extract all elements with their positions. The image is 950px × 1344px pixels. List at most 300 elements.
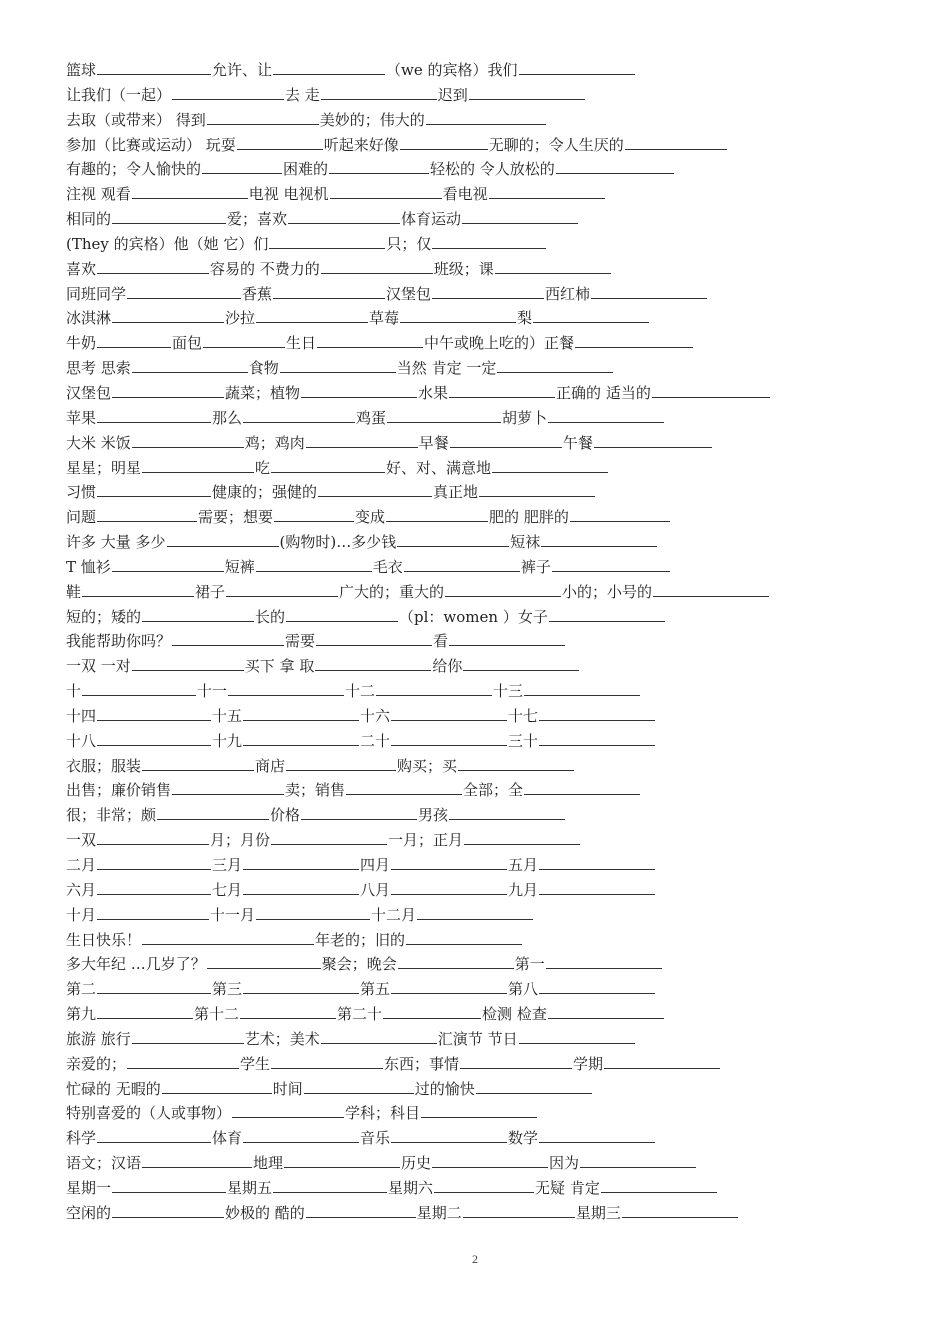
- answer-blank[interactable]: [97, 893, 211, 895]
- answer-blank[interactable]: [207, 123, 319, 125]
- vocab-prompt: 十八: [66, 731, 97, 750]
- vocab-prompt: 很；非常；颇: [66, 806, 157, 825]
- vocab-prompt: 价格: [270, 806, 301, 825]
- answer-blank[interactable]: [329, 172, 429, 174]
- answer-blank[interactable]: [167, 545, 279, 547]
- answer-blank[interactable]: [273, 297, 385, 299]
- answer-blank[interactable]: [203, 346, 285, 348]
- answer-blank[interactable]: [406, 943, 522, 945]
- answer-blank[interactable]: [243, 744, 359, 746]
- vocab-line: [66, 356, 886, 381]
- answer-blank[interactable]: [82, 694, 196, 696]
- answer-blank[interactable]: [449, 396, 555, 398]
- vocab-prompt: 好、对、满意地: [386, 458, 492, 477]
- answer-blank[interactable]: [489, 197, 605, 199]
- answer-blank[interactable]: [495, 272, 611, 274]
- answer-blank[interactable]: [237, 148, 323, 150]
- answer-blank[interactable]: [132, 1042, 244, 1044]
- answer-blank[interactable]: [421, 1116, 537, 1118]
- vocab-prompt: 十七: [508, 706, 539, 725]
- vocab-line: [66, 1176, 886, 1201]
- vocab-prompt: 胡萝卜: [502, 408, 548, 427]
- answer-blank[interactable]: [426, 123, 546, 125]
- answer-blank[interactable]: [243, 992, 359, 994]
- answer-blank[interactable]: [570, 520, 670, 522]
- vocab-line: [66, 828, 886, 853]
- answer-blank[interactable]: [391, 719, 507, 721]
- answer-blank[interactable]: [207, 967, 321, 969]
- vocab-prompt: 食物: [248, 359, 279, 378]
- answer-blank[interactable]: [97, 868, 211, 870]
- answer-blank[interactable]: [460, 1067, 572, 1069]
- answer-blank[interactable]: [548, 421, 664, 423]
- answer-blank[interactable]: [269, 247, 385, 249]
- vocab-prompt: 忙碌的 无暇的: [66, 1079, 161, 1098]
- answer-blank[interactable]: [112, 570, 224, 572]
- vocab-prompt: 香蕉: [242, 284, 273, 303]
- vocab-prompt: 梨: [517, 309, 533, 328]
- answer-blank[interactable]: [497, 371, 613, 373]
- answer-blank[interactable]: [548, 1017, 664, 1019]
- vocab-line: [66, 306, 886, 331]
- vocab-line: [66, 704, 886, 729]
- answer-blank[interactable]: [391, 744, 507, 746]
- vocab-line: [66, 157, 886, 182]
- vocab-prompt: 牛奶: [66, 334, 97, 353]
- vocab-prompt: 妙极的 酷的: [225, 1203, 305, 1222]
- answer-blank[interactable]: [519, 1042, 635, 1044]
- answer-blank[interactable]: [240, 1017, 336, 1019]
- vocab-prompt: 空闲的: [66, 1203, 112, 1222]
- answer-blank[interactable]: [391, 1141, 507, 1143]
- vocab-prompt: 四月: [360, 856, 391, 874]
- vocab-prompt: 学期: [573, 1054, 604, 1073]
- vocab-prompt: 汉堡包: [66, 383, 112, 402]
- vocab-prompt: 学科；科目: [345, 1104, 421, 1123]
- vocab-prompt: 旅游 旅行: [66, 1029, 131, 1048]
- vocab-prompt: 轻松的 令人放松的: [430, 160, 555, 179]
- vocab-prompt: 三十: [508, 731, 539, 750]
- vocab-prompt: 短的；矮的: [66, 607, 142, 626]
- vocab-prompt: 电视 电视机: [248, 185, 329, 204]
- vocab-prompt: 蔬菜；植物: [225, 383, 301, 402]
- vocab-line: [66, 754, 886, 779]
- answer-blank[interactable]: [450, 446, 562, 448]
- vocab-prompt: 篮球: [66, 61, 97, 79]
- vocab-prompt: 那么: [212, 408, 243, 427]
- answer-blank[interactable]: [301, 818, 417, 820]
- answer-blank[interactable]: [112, 396, 224, 398]
- vocab-prompt: 允许、让: [212, 61, 273, 79]
- vocab-prompt: 星期三: [575, 1203, 621, 1222]
- vocab-prompt: 给你: [432, 657, 463, 676]
- vocab-prompt: 艺术；美术: [244, 1029, 320, 1048]
- vocab-line: [66, 406, 886, 431]
- answer-blank[interactable]: [306, 446, 418, 448]
- vocab-prompt: 裙子: [195, 582, 226, 601]
- answer-blank[interactable]: [580, 1166, 696, 1168]
- answer-blank[interactable]: [316, 644, 432, 646]
- vocab-prompt: 第二: [66, 980, 97, 999]
- answer-blank[interactable]: [271, 471, 385, 473]
- vocab-line: [66, 257, 886, 282]
- answer-blank[interactable]: [127, 1067, 239, 1069]
- vocab-line: [66, 58, 886, 83]
- vocab-line: [66, 1002, 886, 1027]
- vocab-prompt: 商店: [255, 756, 286, 775]
- answer-blank[interactable]: [376, 694, 492, 696]
- answer-blank[interactable]: [591, 297, 707, 299]
- answer-blank[interactable]: [273, 1191, 387, 1193]
- answer-blank[interactable]: [286, 620, 398, 622]
- vocab-prompt: 多大年纪 …几岁了？: [66, 955, 206, 974]
- vocab-prompt: (购物时)…多少钱: [279, 533, 397, 552]
- answer-blank[interactable]: [383, 1017, 481, 1019]
- answer-blank[interactable]: [434, 1191, 534, 1193]
- vocab-prompt: 男孩: [418, 806, 449, 825]
- vocab-prompt: 冰淇淋: [66, 309, 112, 328]
- answer-blank[interactable]: [386, 520, 488, 522]
- vocab-line: [66, 1077, 886, 1102]
- answer-blank[interactable]: [533, 321, 649, 323]
- answer-blank[interactable]: [346, 793, 462, 795]
- answer-blank[interactable]: [397, 545, 509, 547]
- answer-blank[interactable]: [404, 570, 520, 572]
- vocab-line: [66, 952, 886, 977]
- answer-blank[interactable]: [575, 346, 693, 348]
- vocab-line: [66, 1151, 886, 1176]
- answer-blank[interactable]: [273, 73, 385, 75]
- answer-blank[interactable]: [552, 570, 670, 572]
- answer-blank[interactable]: [162, 1092, 272, 1094]
- answer-blank[interactable]: [284, 1166, 400, 1168]
- answer-blank[interactable]: [492, 471, 608, 473]
- answer-blank[interactable]: [321, 1042, 437, 1044]
- answer-blank[interactable]: [387, 421, 501, 423]
- answer-blank[interactable]: [304, 1092, 414, 1094]
- vocab-line: [66, 282, 886, 307]
- vocab-prompt: 亲爱的；: [66, 1054, 127, 1073]
- answer-blank[interactable]: [539, 744, 655, 746]
- answer-blank[interactable]: [463, 669, 579, 671]
- vocab-line: [66, 629, 886, 654]
- answer-blank[interactable]: [417, 918, 533, 920]
- vocab-prompt: 健康的；强健的: [212, 483, 318, 502]
- answer-blank[interactable]: [622, 1216, 738, 1218]
- vocab-prompt: 喜欢: [66, 259, 97, 278]
- vocab-prompt: 西红柿: [545, 284, 591, 303]
- answer-blank[interactable]: [243, 893, 359, 895]
- answer-blank[interactable]: [202, 172, 282, 174]
- vocab-prompt: 检测 检查: [482, 1005, 547, 1024]
- answer-blank[interactable]: [652, 396, 770, 398]
- answer-blank[interactable]: [243, 868, 359, 870]
- vocab-line: [66, 182, 886, 207]
- vocab-prompt: 第九: [66, 1005, 97, 1024]
- answer-blank[interactable]: [271, 843, 387, 845]
- answer-blank[interactable]: [539, 992, 655, 994]
- answer-blank[interactable]: [479, 495, 595, 497]
- vocab-prompt: 月；月份: [210, 831, 271, 850]
- answer-blank[interactable]: [524, 793, 640, 795]
- answer-blank[interactable]: [463, 1216, 575, 1218]
- vocab-prompt: 容易的 不费力的: [210, 259, 320, 278]
- answer-blank[interactable]: [97, 520, 197, 522]
- vocab-prompt: 星星；明星: [66, 458, 142, 477]
- answer-blank[interactable]: [142, 769, 254, 771]
- answer-blank[interactable]: [256, 570, 372, 572]
- vocab-prompt: 十一: [197, 682, 228, 701]
- vocab-prompt: 我能帮助你吗？: [66, 632, 172, 651]
- vocab-line: [66, 977, 886, 1002]
- vocab-line: [66, 108, 886, 133]
- vocab-prompt: 星期一: [66, 1178, 112, 1197]
- answer-blank[interactable]: [306, 1216, 416, 1218]
- vocab-prompt: 七月: [212, 880, 243, 899]
- vocab-prompt: 相同的: [66, 210, 112, 229]
- vocab-prompt: 时间: [272, 1079, 303, 1098]
- answer-blank[interactable]: [97, 1017, 193, 1019]
- answer-blank[interactable]: [469, 98, 585, 100]
- vocab-prompt: 十月: [66, 905, 97, 924]
- vocab-line: [66, 580, 886, 605]
- answer-blank[interactable]: [97, 744, 211, 746]
- vocab-line: [66, 1201, 886, 1226]
- answer-blank[interactable]: [317, 346, 423, 348]
- vocab-prompt: 困难的: [283, 160, 329, 179]
- vocab-prompt: 八月: [360, 880, 391, 899]
- vocab-prompt: 地理: [253, 1154, 284, 1173]
- vocab-prompt: 美妙的；伟大的: [319, 110, 425, 129]
- answer-blank[interactable]: [112, 1191, 226, 1193]
- answer-blank[interactable]: [172, 98, 284, 100]
- answer-blank[interactable]: [458, 769, 574, 771]
- vocab-prompt: 真正地: [433, 483, 479, 502]
- answer-blank[interactable]: [391, 893, 507, 895]
- answer-blank[interactable]: [132, 669, 244, 671]
- vocab-prompt: 需要: [285, 632, 316, 651]
- answer-blank[interactable]: [432, 247, 546, 249]
- vocab-line: [66, 928, 886, 953]
- answer-blank[interactable]: [449, 644, 565, 646]
- vocab-prompt: 十一月: [210, 905, 256, 924]
- answer-blank[interactable]: [318, 495, 432, 497]
- answer-blank[interactable]: [625, 148, 727, 150]
- answer-blank[interactable]: [243, 719, 359, 721]
- vocab-prompt: 数学: [508, 1129, 539, 1148]
- page-number: 2: [472, 1252, 478, 1266]
- answer-blank[interactable]: [556, 172, 674, 174]
- answer-blank[interactable]: [82, 595, 194, 597]
- vocab-prompt: 只；仅: [386, 234, 432, 253]
- answer-blank[interactable]: [97, 346, 171, 348]
- vocab-prompt: （we 的宾格）我们: [386, 61, 518, 79]
- vocab-prompt: 一月；正月: [388, 831, 464, 850]
- vocab-prompt: 十三: [493, 682, 524, 701]
- answer-blank[interactable]: [398, 967, 514, 969]
- answer-blank[interactable]: [400, 321, 516, 323]
- vocab-prompt: 特别喜爱的（人或事物）: [66, 1104, 232, 1123]
- vocab-prompt: 参加（比赛或运动） 玩耍: [66, 135, 236, 154]
- answer-blank[interactable]: [97, 73, 211, 75]
- answer-blank[interactable]: [97, 421, 211, 423]
- vocab-prompt: 体育: [212, 1129, 243, 1148]
- answer-blank[interactable]: [330, 197, 442, 199]
- answer-blank[interactable]: [112, 222, 226, 224]
- vocab-line: [66, 853, 886, 878]
- answer-blank[interactable]: [539, 893, 655, 895]
- vocab-prompt: 第三: [212, 980, 243, 999]
- answer-blank[interactable]: [539, 1141, 655, 1143]
- answer-blank[interactable]: [432, 1166, 548, 1168]
- vocab-prompt: 水果: [418, 383, 449, 402]
- answer-blank[interactable]: [288, 222, 400, 224]
- answer-blank[interactable]: [97, 843, 209, 845]
- vocab-prompt: 年老的；旧的: [315, 930, 406, 949]
- answer-blank[interactable]: [132, 197, 248, 199]
- answer-blank[interactable]: [97, 272, 209, 274]
- answer-blank[interactable]: [391, 992, 507, 994]
- vocab-prompt: 二十: [360, 731, 391, 750]
- vocab-prompt: 语文；汉语: [66, 1154, 142, 1173]
- answer-blank[interactable]: [142, 471, 254, 473]
- answer-blank[interactable]: [228, 694, 344, 696]
- answer-blank[interactable]: [594, 446, 712, 448]
- vocab-prompt: 去取（或带来） 得到: [66, 110, 206, 129]
- vocab-prompt: 聚会；晚会: [321, 955, 397, 974]
- answer-blank[interactable]: [172, 644, 284, 646]
- vocab-prompt: 班级；课: [433, 259, 494, 278]
- answer-blank[interactable]: [132, 446, 244, 448]
- answer-blank[interactable]: [604, 1067, 720, 1069]
- vocab-prompt: 卖；销售: [285, 781, 346, 800]
- vocab-prompt: 面包: [172, 334, 203, 353]
- answer-blank[interactable]: [519, 73, 635, 75]
- vocab-prompt: 汉堡包: [386, 284, 432, 303]
- vocab-prompt: 第一: [514, 955, 545, 974]
- vocab-prompt: 无聊的；令人生厌的: [488, 135, 624, 154]
- answer-blank[interactable]: [232, 1116, 344, 1118]
- answer-blank[interactable]: [256, 321, 368, 323]
- answer-blank[interactable]: [226, 595, 338, 597]
- answer-blank[interactable]: [97, 1141, 211, 1143]
- vocab-line: [66, 530, 886, 555]
- vocab-prompt: 吃: [255, 458, 271, 477]
- answer-blank[interactable]: [464, 843, 580, 845]
- answer-blank[interactable]: [301, 396, 417, 398]
- answer-blank[interactable]: [142, 943, 314, 945]
- vocab-prompt: 九月: [508, 880, 539, 899]
- answer-blank[interactable]: [97, 918, 209, 920]
- vocab-line: [66, 1101, 886, 1126]
- answer-blank[interactable]: [476, 1092, 592, 1094]
- answer-blank[interactable]: [256, 918, 370, 920]
- vocab-prompt: 科学: [66, 1129, 97, 1148]
- vocab-prompt: 学生: [240, 1054, 271, 1073]
- vocab-prompt: 六月: [66, 880, 97, 899]
- answer-blank[interactable]: [142, 1166, 252, 1168]
- vocab-prompt: 注视 观看: [66, 185, 131, 204]
- vocab-prompt: 小的；小号的: [562, 582, 653, 601]
- answer-blank[interactable]: [280, 371, 396, 373]
- answer-blank[interactable]: [653, 595, 769, 597]
- vocab-line: [66, 1052, 886, 1077]
- answer-blank[interactable]: [524, 694, 640, 696]
- vocab-prompt: 大米 米饭: [66, 433, 131, 452]
- answer-blank[interactable]: [97, 992, 211, 994]
- vocab-prompt: 出售；廉价销售: [66, 781, 172, 800]
- answer-blank[interactable]: [445, 595, 561, 597]
- answer-blank[interactable]: [601, 1191, 717, 1193]
- answer-blank[interactable]: [546, 967, 662, 969]
- vocab-line: [66, 480, 886, 505]
- answer-blank[interactable]: [315, 669, 431, 671]
- answer-blank[interactable]: [157, 818, 269, 820]
- vocab-prompt: 沙拉: [225, 309, 256, 328]
- vocab-prompt: 鸡蛋: [356, 408, 387, 427]
- vocab-prompt: 苹果: [66, 408, 97, 427]
- vocab-prompt: 听起来好像: [323, 135, 399, 154]
- answer-blank[interactable]: [243, 1141, 359, 1143]
- vocab-line: [66, 654, 886, 679]
- vocab-prompt: 十九: [212, 731, 243, 750]
- vocab-prompt: 十二月: [371, 905, 417, 924]
- vocab-line: [66, 903, 886, 928]
- vocab-line: [66, 83, 886, 108]
- answer-blank[interactable]: [127, 297, 241, 299]
- vocab-line: [66, 778, 886, 803]
- vocab-prompt: 生日: [286, 334, 317, 353]
- answer-blank[interactable]: [400, 148, 488, 150]
- answer-blank[interactable]: [243, 421, 355, 423]
- vocab-prompt: 衣服；服装: [66, 756, 142, 775]
- vocab-prompt: 历史: [401, 1154, 432, 1173]
- answer-blank[interactable]: [172, 793, 284, 795]
- answer-blank[interactable]: [132, 371, 248, 373]
- vocab-prompt: 迟到: [437, 85, 468, 104]
- vocab-prompt: 变成: [355, 508, 386, 527]
- answer-blank[interactable]: [539, 719, 655, 721]
- answer-blank[interactable]: [321, 98, 437, 100]
- answer-blank[interactable]: [112, 1216, 224, 1218]
- answer-blank[interactable]: [112, 321, 224, 323]
- answer-blank[interactable]: [97, 495, 211, 497]
- answer-blank[interactable]: [462, 222, 578, 224]
- answer-blank[interactable]: [271, 1067, 383, 1069]
- answer-blank[interactable]: [432, 297, 544, 299]
- answer-blank[interactable]: [539, 868, 655, 870]
- answer-blank[interactable]: [449, 818, 565, 820]
- vocab-line: [66, 431, 886, 456]
- answer-blank[interactable]: [321, 272, 433, 274]
- answer-blank[interactable]: [286, 769, 396, 771]
- vocab-prompt: 鸡；鸡肉: [244, 433, 305, 452]
- vocab-prompt: 思考 思索: [66, 359, 131, 378]
- vocab-line: [66, 679, 886, 704]
- vocabulary-worksheet: [66, 58, 886, 1226]
- vocab-prompt: 星期二: [416, 1203, 462, 1222]
- answer-blank[interactable]: [391, 868, 507, 870]
- answer-blank[interactable]: [142, 620, 254, 622]
- vocab-line: [66, 232, 886, 257]
- vocab-prompt: 因为: [549, 1154, 580, 1173]
- answer-blank[interactable]: [541, 545, 657, 547]
- answer-blank[interactable]: [274, 520, 354, 522]
- answer-blank[interactable]: [97, 719, 211, 721]
- vocab-prompt: 看: [433, 632, 449, 651]
- vocab-prompt: 裤子: [520, 557, 551, 576]
- answer-blank[interactable]: [549, 620, 665, 622]
